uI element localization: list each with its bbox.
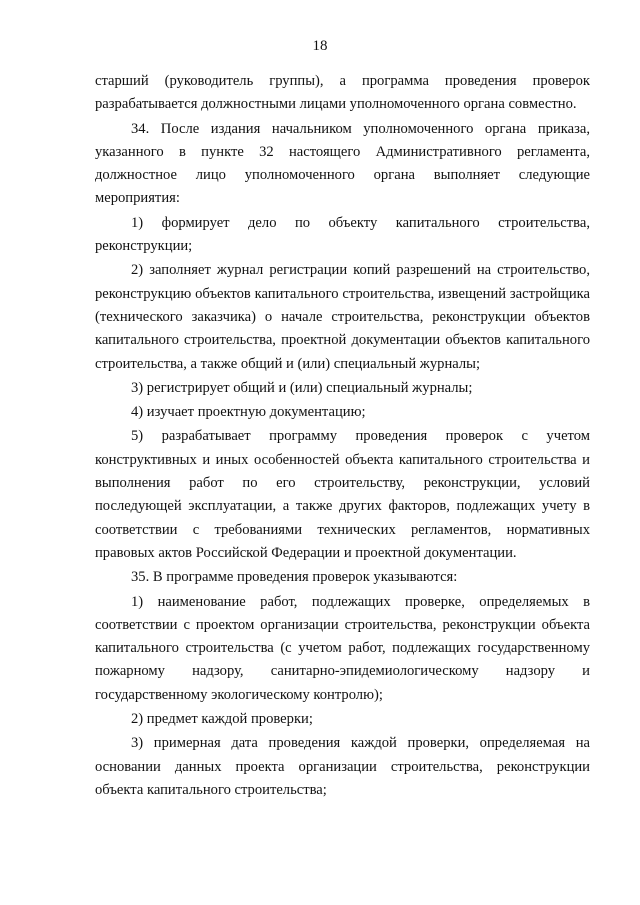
paragraph-continuation: старший (руководитель группы), а программа проведения проверок разрабатывается должностными лицами уполномоченного органа совместно.: [95, 73, 590, 113]
paragraph-35: 35. В программе проведения проверок указываются:: [131, 569, 458, 586]
paragraph-34-item-5: 5) разрабатывает программу проведения проверок с учетом конструктивных и иных особенностей объекта капитального строительства и выполнения работ по его строительству, реконструкции, условий последующей эксплуатации, а также других факторов, подлежащих учету в соответствии с требованиями технических регламентов, нормативных правовых актов Российской Федерации и проектной документации.: [95, 428, 590, 561]
paragraph-35-item-2: 2) предмет каждой проверки;: [131, 711, 313, 728]
paragraph-34-item-4: 4) изучает проектную документацию;: [131, 404, 366, 421]
page-number: 18: [312, 38, 328, 54]
paragraph-35-item-1: 1) наименование работ, подлежащих проверке, определяемых в соответствии с проектом организации строительства, реконструкции объекта капитального строительства (с учетом работ, подлежащих государственному пожарному надзору, санитарно-эпидемиологическому надзору и государственному экологическому контролю);: [95, 593, 590, 703]
paragraph-34-item-2: 2) заполняет журнал регистрации копий разрешений на строительство, реконструкцию объектов капитального строительства, извещений застройщика (технического заказчика) о начале строительства, реконструкции объектов капитального строительства, проектной документации объектов капитального строительства, а также общий и (или) специальный журналы;: [95, 262, 590, 372]
paragraph-35-item-3: 3) примерная дата проведения каждой проверки, определяемая на основании данных проекта организации строительства, реконструкции объекта капитального строительства;: [95, 735, 590, 798]
paragraph-34-item-1: 1) формирует дело по объекту капитального строительства, реконструкции;: [95, 214, 590, 255]
paragraph-34-item-3: 3) регистрирует общий и (или) специальный журналы;: [131, 379, 473, 396]
document-body: [95, 70, 590, 802]
paragraph-34: 34. После издания начальником уполномоченного органа приказа, указанного в пункте 32 настоящего Административного регламента, должностное лицо уполномоченного органа выполняет следующие мероприятия:: [95, 120, 590, 207]
